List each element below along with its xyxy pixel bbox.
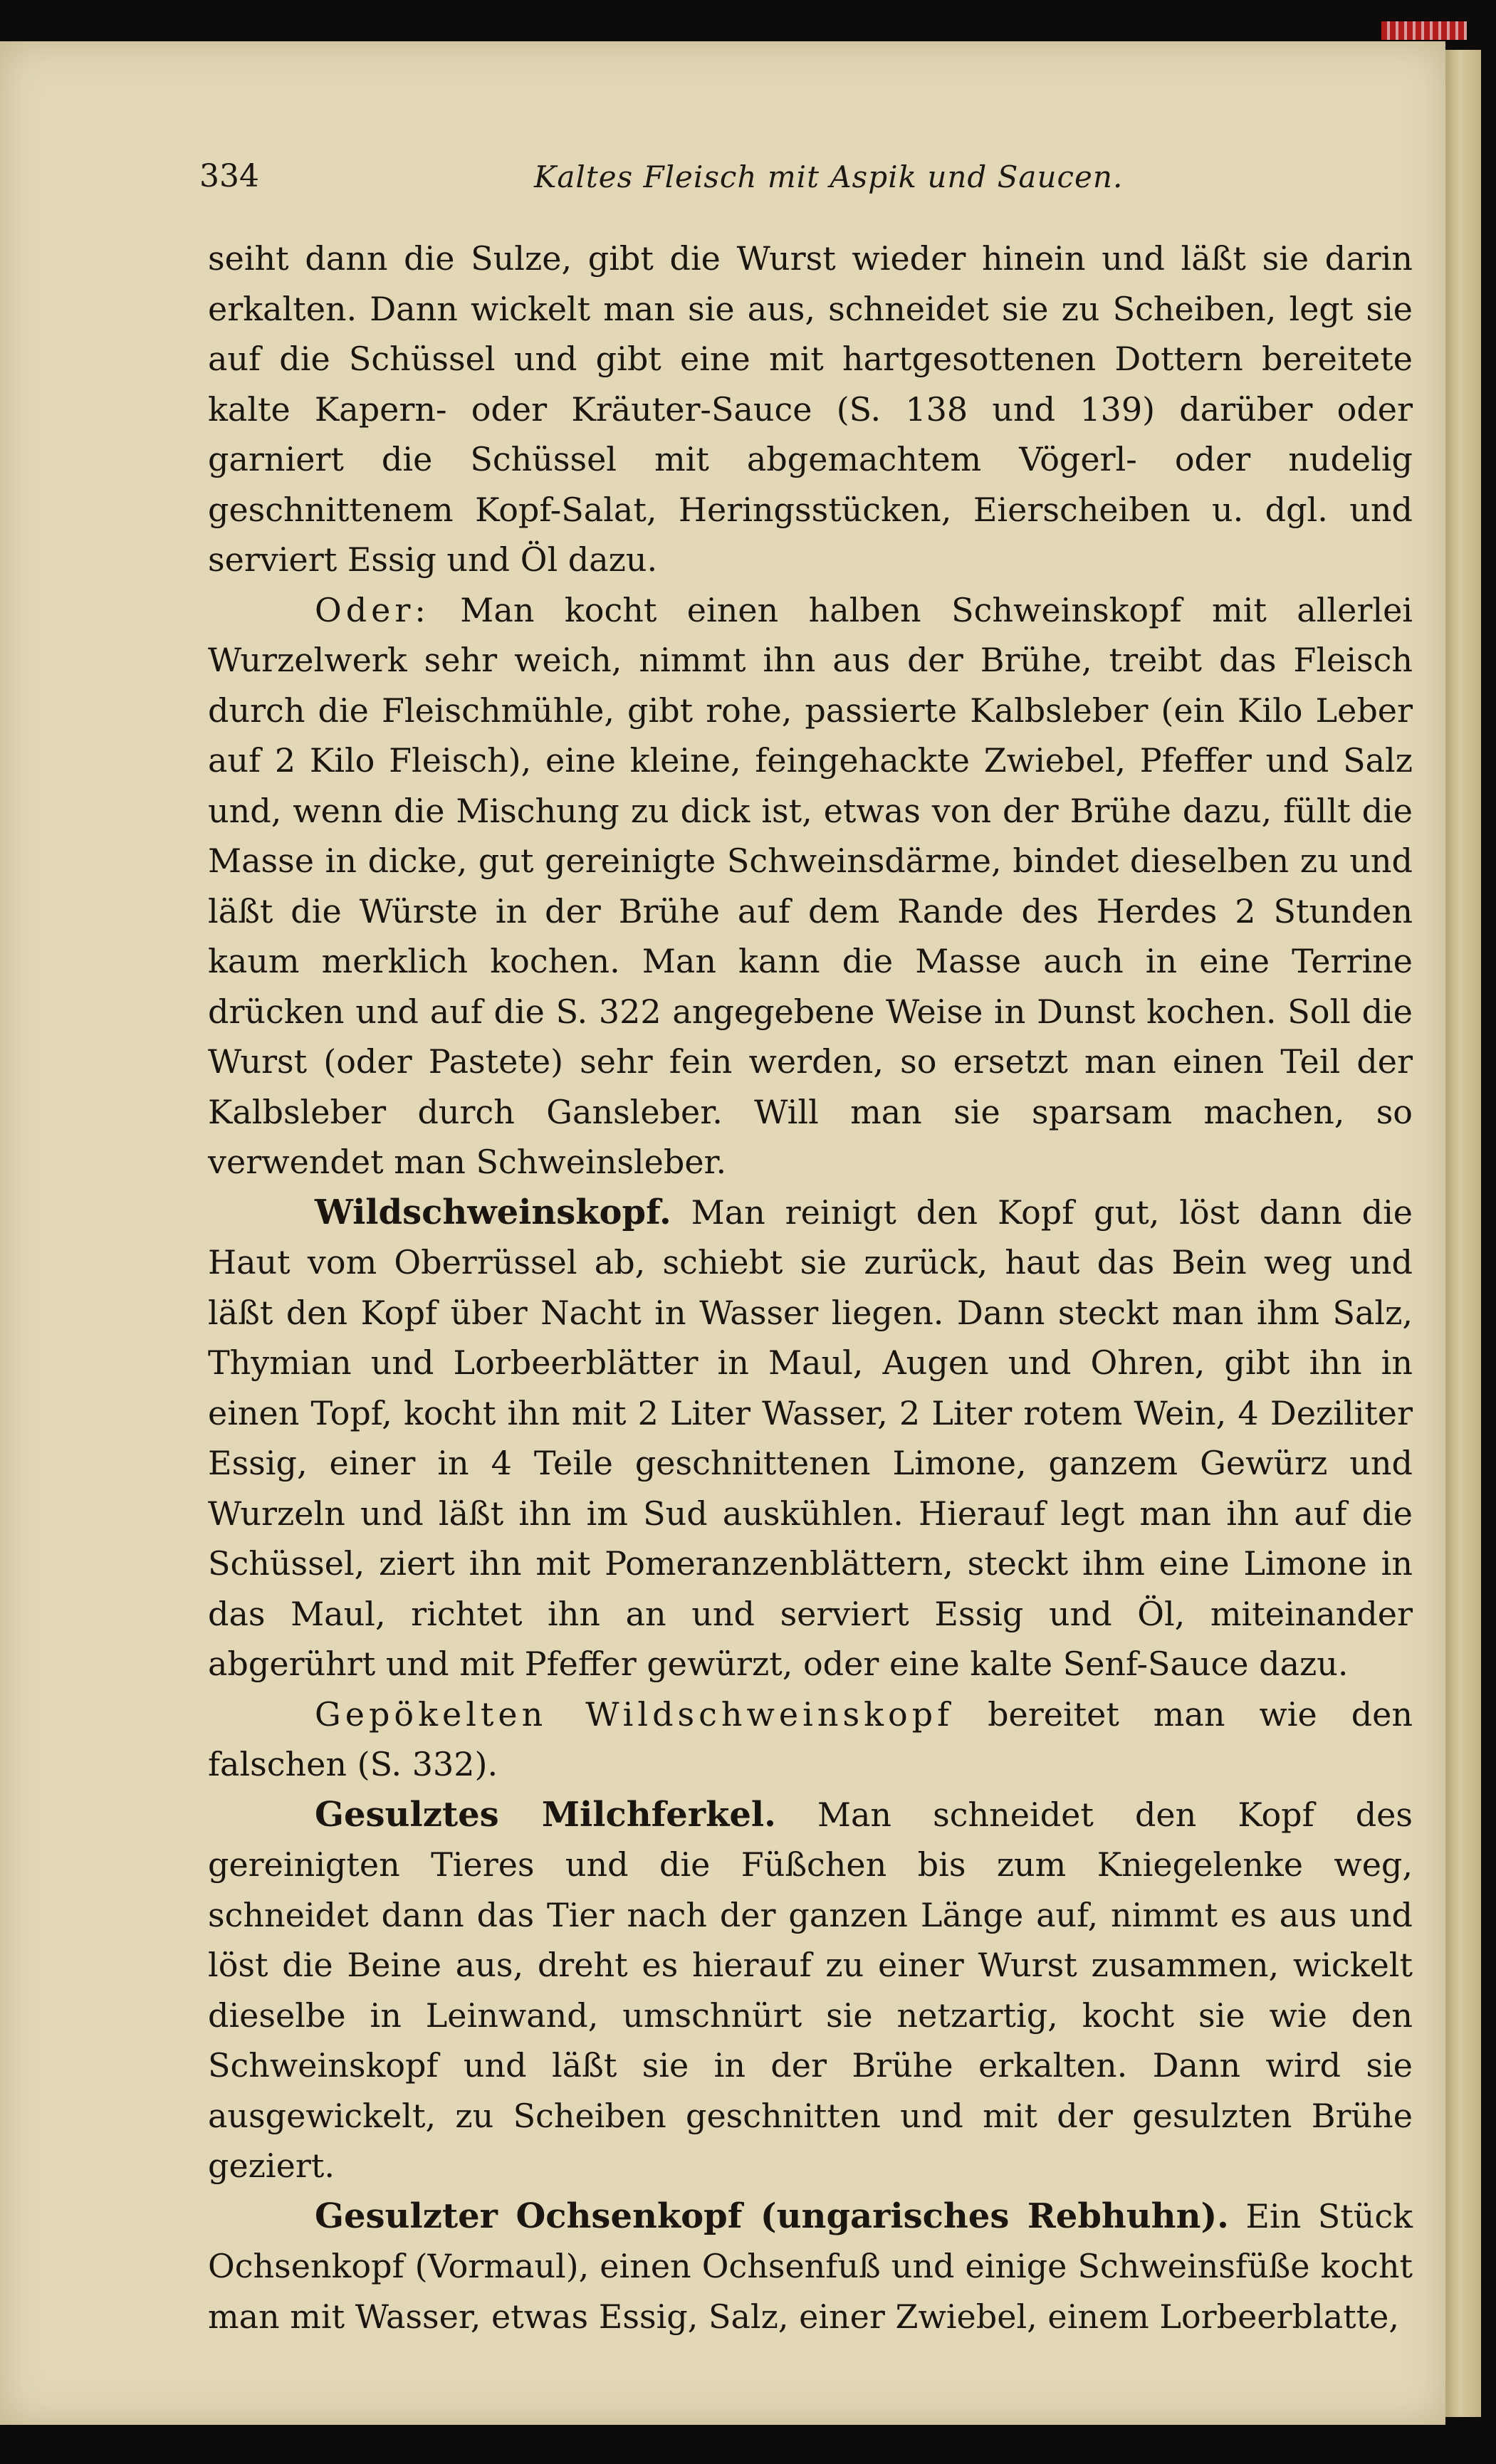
recipe-heading: Gesulzter Ochsenkopf (ungarisches Rebhuhn). [315,2196,1229,2236]
running-title: Kaltes Fleisch mit Aspik und Saucen. [534,159,1124,194]
paragraph-continuation: seiht dann die Sulze, gibt die Wurst wieder hinein und läßt sie darin erkalten. Dann wickelt man sie aus, schneidet sie zu Scheiben, legt sie auf die Schüssel und gibt eine mit hartgesottenen Dottern bereitete kalte Kapern- oder Kräuter-Sauce (S. 138 und 139) darüber oder garniert die Schüssel mit abgemachtem Vögerl- oder nudelig geschnittenem Kopf-Salat, Heringsstücken, Eierscheiben u. dgl. und serviert Essig und Öl dazu. [208,239,1413,579]
page-number: 334 [199,158,259,194]
variant-lead: Oder: [315,590,430,629]
recipe-lead: Gepökelten Wildschweinskopf [315,1694,954,1734]
recipe-wildschweinskopf: Wildschweinskopf. Man reinigt den Kopf gut, löst dann die Haut vom Oberrüssel ab, schiebt sie zurück, haut das Bein weg und läßt den Kopf über Nacht in Wasser liegen. Dann steckt man ihm Salz, Thymian und Lorbeerblätter in Maul, Augen und Ohren, gibt ihn in einen Topf, kocht ihn mit 2 Liter Wasser, 2 Liter rotem Wein, 4 Deziliter Essig, einer in 4 Teile geschnittenen Limone, ganzem Gewürz und Wurzeln und läßt ihn im Sud auskühlen. Hierauf legt man ihn auf die Schüssel, ziert ihn mit Pomeranzenblättern, steckt ihm eine Limone in das Maul, richtet ihn an und serviert Essig und Öl, miteinander abgerührt und mit Pfeffer gewürzt, oder eine kalte Senf-Sauce dazu. [208,1192,1413,1683]
recipe-heading: Gesulztes Milchferkel. [315,1794,776,1835]
recipe-milchferkel: Gesulztes Milchferkel. Man schneidet den Kopf des gereinigten Tieres und die Füßchen bis zum Kniegelenke weg, schneidet dann das Tier nach der ganzen Länge auf, nimmt es aus und löst die Beine aus, dreht es hierauf zu einer Wurst zusammen, wickelt dieselbe in Leinwand, umschnürt sie netzartig, kocht sie wie den Schweinskopf und läßt sie in der Brühe erkalten. Dann wird sie ausgewickelt, zu Scheiben geschnitten und mit der gesulzten Brühe geziert. [208,1794,1413,2185]
recipe-ochsenkopf: Gesulzter Ochsenkopf (ungarisches Rebhuhn). Ein Stück Ochsenkopf (Vormaul), einen Ochsenfuß und einige Schweinsfüße kocht man mit Wasser, etwas Essig, Salz, einer Zwiebel, einem Lorbeerblatte, [208,2196,1413,2336]
body-text [208,234,1413,2342]
recipe-heading: Wildschweinskopf. [315,1192,671,1232]
page-header [199,158,1410,201]
paragraph-variant: Oder: Man kocht einen halben Schweinskopf mit allerlei Wurzelwerk sehr weich, nimmt ihn aus der Brühe, treibt das Fleisch durch die Fleischmühle, gibt rohe, passierte Kalbsleber (ein Kilo Leber auf 2 Kilo Fleisch), eine kleine, feingehackte Zwiebel, Pfeffer und Salz und, wenn die Mischung zu dick ist, etwas von der Brühe dazu, füllt die Masse in dicke, gut gereinigte Schweinsdärme, bindet dieselben zu und läßt die Würste in der Brühe auf dem Rande des Herdes 2 Stunden kaum merklich kochen. Man kann die Masse auch in eine Terrine drücken und auf die S. 322 angegebene Weise in Dunst kochen. Soll die Wurst (oder Pastete) sehr fein werden, so ersetzt man einen Teil der Kalbsleber durch Gansleber. Will man sie sparsam machen, so verwendet man Schweinsleber. [208,590,1413,1181]
bookmark-ribbon [1381,21,1467,40]
page-edge [1445,50,1481,2417]
recipe-gepoekelter-wildschweinskopf: Gepökelten Wildschweinskopf bereitet man wie den falschen (S. 332). [208,1694,1413,1783]
